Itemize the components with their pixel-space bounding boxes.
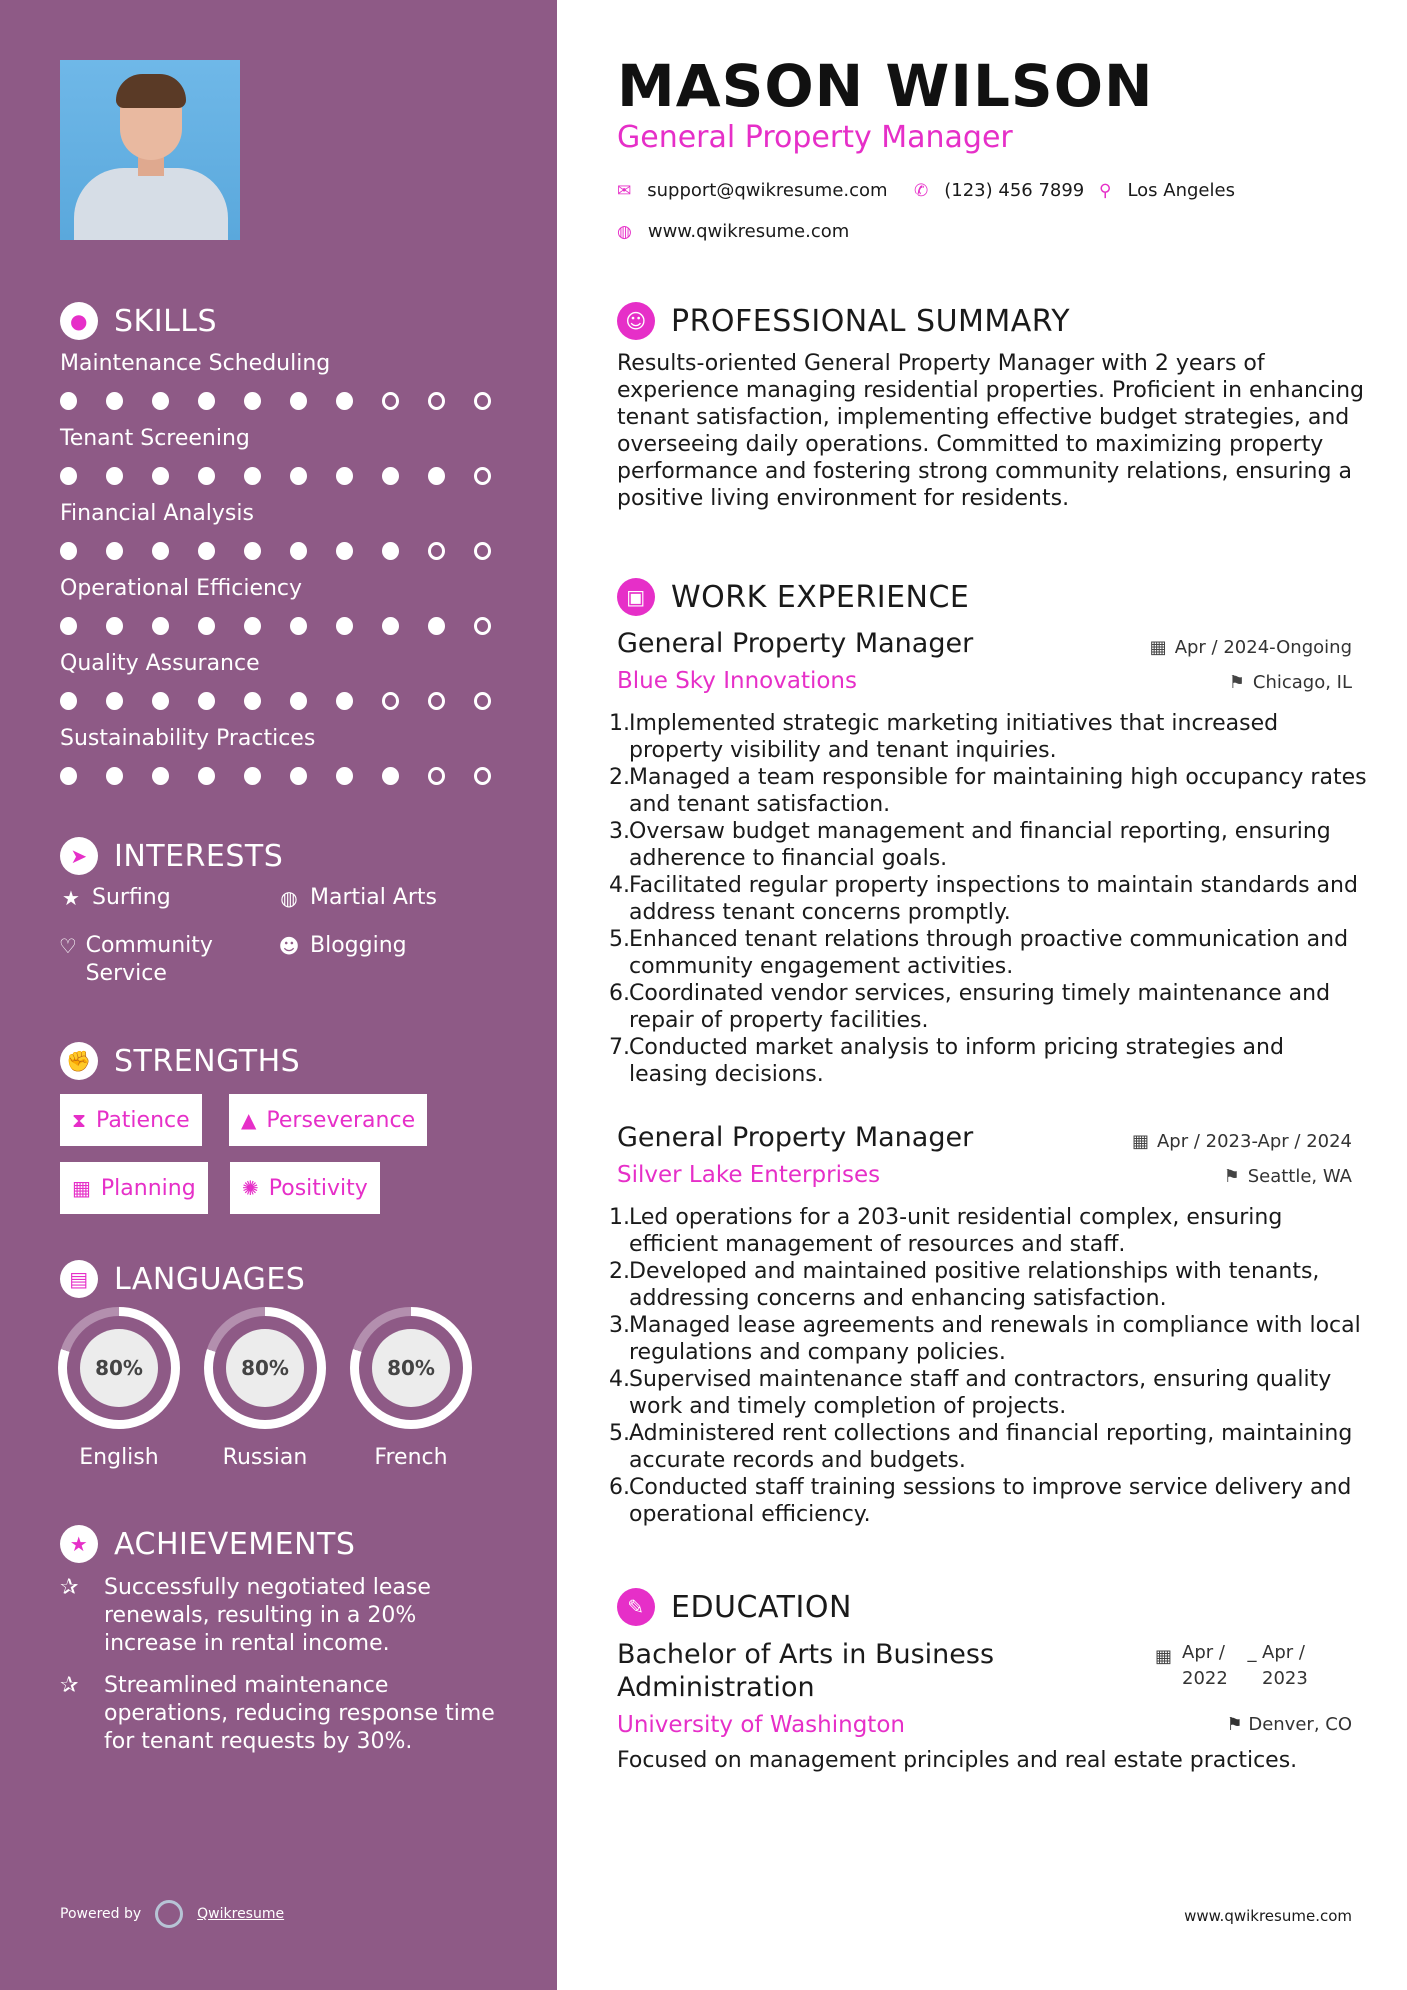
rating-dot-filled [336, 617, 353, 635]
interest-item: ◍ Martial Arts [276, 884, 437, 912]
job-title: General Property Manager [617, 1122, 974, 1153]
skill-label: Operational Efficiency [60, 576, 303, 601]
pushpin-icon: ⚑ [1228, 672, 1245, 693]
interest-item: ♡ Community Service [58, 933, 213, 986]
contact-email[interactable]: ✉ support@qwikresume.com [617, 180, 888, 201]
rating-dot-filled [106, 467, 123, 485]
rating-dot-filled [244, 617, 261, 635]
skill-label: Quality Assurance [60, 651, 260, 676]
rating-dot-filled [290, 392, 307, 410]
strengths-heading: ✊ STRENGTHS [60, 1042, 300, 1080]
skill-label: Tenant Screening [60, 426, 250, 451]
skill-rating-dots [60, 617, 520, 635]
skill-label: Sustainability Practices [60, 726, 316, 751]
fist-icon: ✊ [60, 1042, 98, 1080]
rating-dot-filled [106, 392, 123, 410]
lightbulb-icon: ● [60, 302, 98, 340]
interest-item: ☻ Blogging [276, 932, 407, 960]
language-progress-ring: 80% [350, 1307, 472, 1429]
rating-dot-filled [152, 767, 169, 785]
rating-dot-filled [290, 467, 307, 485]
rating-dot-filled [336, 392, 353, 410]
rating-dot-filled [106, 617, 123, 635]
achievement-item: ✰ Streamlined maintenance operations, reducing response time for tenant requests by 30%. [60, 1673, 495, 1754]
rating-dot-filled [290, 617, 307, 635]
trophy-star-icon: ★ [60, 1525, 98, 1563]
skill-row [60, 650, 520, 710]
rating-dot-filled [198, 392, 215, 410]
rating-dot-empty [428, 767, 445, 785]
rating-dot-filled [244, 392, 261, 410]
rating-dot-filled [198, 542, 215, 560]
rating-dot-filled [106, 767, 123, 785]
user-icon: ☺ [617, 302, 655, 340]
rating-dot-empty [474, 617, 491, 635]
sparkle-star-icon: ✰ [60, 1673, 79, 1698]
rating-dot-empty [474, 392, 491, 410]
job-date: ▦ Apr / 2024-Ongoing [1149, 637, 1352, 658]
strength-badge: ✺ Positivity [230, 1162, 380, 1214]
strength-badge: ⧗ Patience [60, 1094, 202, 1146]
calendar-icon: ▦ [72, 1176, 91, 1200]
education-degree: Bachelor of Arts in Business Administration [617, 1639, 995, 1703]
rating-dot-filled [336, 692, 353, 710]
rating-dot-filled [60, 392, 77, 410]
job-bullet: 1. Led operations for a 203-unit residential complex, ensuring efficient management of resources and staff. [609, 1205, 1283, 1257]
rating-dot-filled [60, 542, 77, 560]
skill-row [60, 425, 520, 485]
contact-location: ⚲ Los Angeles [1099, 180, 1235, 201]
rating-dot-filled [428, 467, 445, 485]
rating-dot-filled [244, 542, 261, 560]
achievements-heading: ★ ACHIEVEMENTS [60, 1525, 355, 1563]
rating-dot-empty [382, 692, 399, 710]
hand-icon: ♡ [58, 934, 77, 958]
interest-item: ★ Surfing [58, 884, 171, 912]
strength-badge: ▲ Perseverance [229, 1094, 427, 1146]
rating-dot-filled [60, 467, 77, 485]
rating-dot-filled [290, 692, 307, 710]
job-bullet: 5. Administered rent collections and financial reporting, maintaining accurate records and budgets. [609, 1421, 1353, 1473]
rating-dot-filled [382, 767, 399, 785]
skill-rating-dots [60, 767, 520, 785]
skill-rating-dots [60, 467, 520, 485]
rating-dot-empty [474, 542, 491, 560]
education-location: ⚑ Denver, CO [1226, 1714, 1352, 1735]
pushpin-icon: ⚑ [1223, 1166, 1240, 1187]
rating-dot-filled [290, 542, 307, 560]
footer-url[interactable]: www.qwikresume.com [1184, 1907, 1352, 1925]
rating-dot-filled [336, 767, 353, 785]
contact-website[interactable]: ◍ www.qwikresume.com [617, 221, 850, 242]
job-company: Blue Sky Innovations [617, 668, 857, 694]
interests-heading: ➤ INTERESTS [60, 837, 283, 875]
rating-dot-filled [106, 692, 123, 710]
rating-dot-filled [152, 542, 169, 560]
rating-dot-filled [152, 692, 169, 710]
job-location: ⚑ Seattle, WA [1223, 1166, 1352, 1187]
main-content [557, 0, 1407, 1990]
paper-plane-icon: ➤ [60, 837, 98, 875]
job-bullet: 2. Managed a team responsible for maintaining high occupancy rates and tenant satisfaction. [609, 765, 1367, 817]
sun-icon: ✺ [242, 1176, 259, 1200]
job-company: Silver Lake Enterprises [617, 1162, 881, 1188]
job-bullet: 2. Developed and maintained positive relationships with tenants, addressing concerns and enhancing satisfaction. [609, 1259, 1320, 1311]
calendar-icon: ▦ [1155, 1646, 1173, 1667]
rating-dot-filled [60, 692, 77, 710]
globe-icon: ◍ [280, 886, 298, 910]
job-bullet: 1. Implemented strategic marketing initiatives that increased property visibility and tenant inquiries. [609, 711, 1279, 763]
hourglass-icon: ⧗ [72, 1108, 87, 1132]
qwikresume-link[interactable]: Qwikresume [197, 1906, 285, 1922]
road-icon: ▲ [241, 1108, 257, 1132]
rating-dot-filled [198, 617, 215, 635]
phone-icon: ✆ [914, 180, 929, 201]
job-title: General Property Manager [617, 628, 974, 659]
map-pin-icon: ⚲ [1099, 180, 1112, 201]
education-dates: ▦ Apr / 2022 _ Apr / 2023 [1155, 1640, 1322, 1692]
rating-dot-empty [474, 467, 491, 485]
rating-dot-empty [428, 542, 445, 560]
skill-row [60, 725, 520, 785]
globe-icon: ◍ [617, 221, 632, 242]
education-description: Focused on management principles and real estate practices. [617, 1748, 1298, 1773]
rating-dot-filled [336, 542, 353, 560]
language-item-french: 80% French [350, 1307, 472, 1470]
briefcase-icon: ▣ [617, 578, 655, 616]
summary-heading: ☺ PROFESSIONAL SUMMARY [617, 302, 1070, 340]
language-item-english: 80% English [58, 1307, 180, 1470]
pushpin-icon: ⚑ [1226, 1714, 1249, 1735]
skill-row [60, 500, 520, 560]
job-bullets [609, 1204, 1369, 1528]
job-location: ⚑ Chicago, IL [1228, 672, 1352, 693]
skill-label: Maintenance Scheduling [60, 351, 331, 376]
summary-text: Results-oriented General Property Manager with 2 years of experience managing residential properties. Proficient in enhancing tenant satisfaction, implementing effective budget strategies, and overseeing daily operations. Committed to maximizing property performance and fostering strong community relations, ensuring a positive living environment for residents. [617, 351, 1365, 511]
job-date: ▦ Apr / 2023-Apr / 2024 [1131, 1131, 1352, 1152]
education-school: University of Washington [617, 1712, 905, 1738]
rating-dot-filled [152, 392, 169, 410]
rating-dot-empty [474, 767, 491, 785]
skill-label: Financial Analysis [60, 501, 254, 526]
skill-rating-dots [60, 542, 520, 560]
rating-dot-filled [60, 617, 77, 635]
language-item-russian: 80% Russian [204, 1307, 326, 1470]
language-progress-ring: 80% [58, 1307, 180, 1429]
rating-dot-filled [290, 767, 307, 785]
rating-dot-filled [152, 467, 169, 485]
rating-dot-filled [244, 467, 261, 485]
education-heading: ✎ EDUCATION [617, 1588, 852, 1626]
rating-dot-filled [198, 767, 215, 785]
job-bullet: 3. Oversaw budget management and financial reporting, ensuring adherence to financial goals. [609, 819, 1331, 871]
job-bullet: 4. Facilitated regular property inspections to maintain standards and address tenant concerns promptly. [609, 873, 1358, 925]
rating-dot-filled [106, 542, 123, 560]
skill-rating-dots [60, 692, 520, 710]
envelope-icon: ✉ [617, 180, 632, 201]
rating-dot-empty [474, 692, 491, 710]
job-bullet: 5. Enhanced tenant relations through proactive communication and community engagement activities. [609, 927, 1349, 979]
contact-phone[interactable]: ✆ (123) 456 7899 [914, 180, 1085, 201]
languages-heading: ▤ LANGUAGES [60, 1260, 305, 1298]
rating-dot-filled [198, 692, 215, 710]
calendar-icon: ▦ [1149, 637, 1167, 658]
rating-dot-filled [382, 542, 399, 560]
achievement-item: ✰ Successfully negotiated lease renewals, resulting in a 20% increase in rental income. [60, 1575, 431, 1656]
rating-dot-filled [60, 767, 77, 785]
rating-dot-filled [428, 617, 445, 635]
candidate-name: MASON WILSON [617, 52, 1154, 120]
calendar-icon: ▦ [1131, 1131, 1149, 1152]
rating-dot-filled [382, 617, 399, 635]
rating-dot-empty [382, 392, 399, 410]
skills-heading: ● SKILLS [60, 302, 217, 340]
job-bullet: 3. Managed lease agreements and renewals in compliance with local regulations and company policies. [609, 1313, 1361, 1365]
profile-photo [60, 60, 240, 240]
experience-heading: ▣ WORK EXPERIENCE [617, 578, 969, 616]
job-bullet: 7. Conducted market analysis to inform pricing strategies and leasing decisions. [609, 1035, 1284, 1087]
graduation-icon: ✎ [617, 1588, 655, 1626]
star-icon: ★ [62, 886, 80, 910]
sparkle-star-icon: ✰ [60, 1575, 79, 1600]
rating-dot-filled [198, 467, 215, 485]
job-bullet: 6. Conducted staff training sessions to improve service delivery and operational efficiency. [609, 1475, 1352, 1527]
skill-rating-dots [60, 392, 520, 410]
job-bullet: 6. Coordinated vendor services, ensuring timely maintenance and repair of property facilities. [609, 981, 1331, 1033]
powered-by: Powered by Qwikresume [60, 1900, 284, 1928]
language-icon: ▤ [60, 1260, 98, 1298]
rating-dot-empty [428, 392, 445, 410]
job-bullet: 4. Supervised maintenance staff and contractors, ensuring quality work and timely completion of projects. [609, 1367, 1332, 1419]
job-bullets [609, 710, 1369, 1088]
users-icon: ☻ [278, 934, 300, 958]
rating-dot-filled [244, 692, 261, 710]
rating-dot-filled [336, 467, 353, 485]
skill-row [60, 350, 520, 410]
rating-dot-filled [152, 617, 169, 635]
sidebar [0, 0, 557, 1990]
language-progress-ring: 80% [204, 1307, 326, 1429]
skill-row [60, 575, 520, 635]
candidate-role: General Property Manager [617, 120, 1013, 155]
qwikresume-logo-icon [155, 1900, 183, 1928]
rating-dot-filled [244, 767, 261, 785]
rating-dot-filled [382, 467, 399, 485]
rating-dot-empty [428, 692, 445, 710]
strength-badge: ▦ Planning [60, 1162, 208, 1214]
